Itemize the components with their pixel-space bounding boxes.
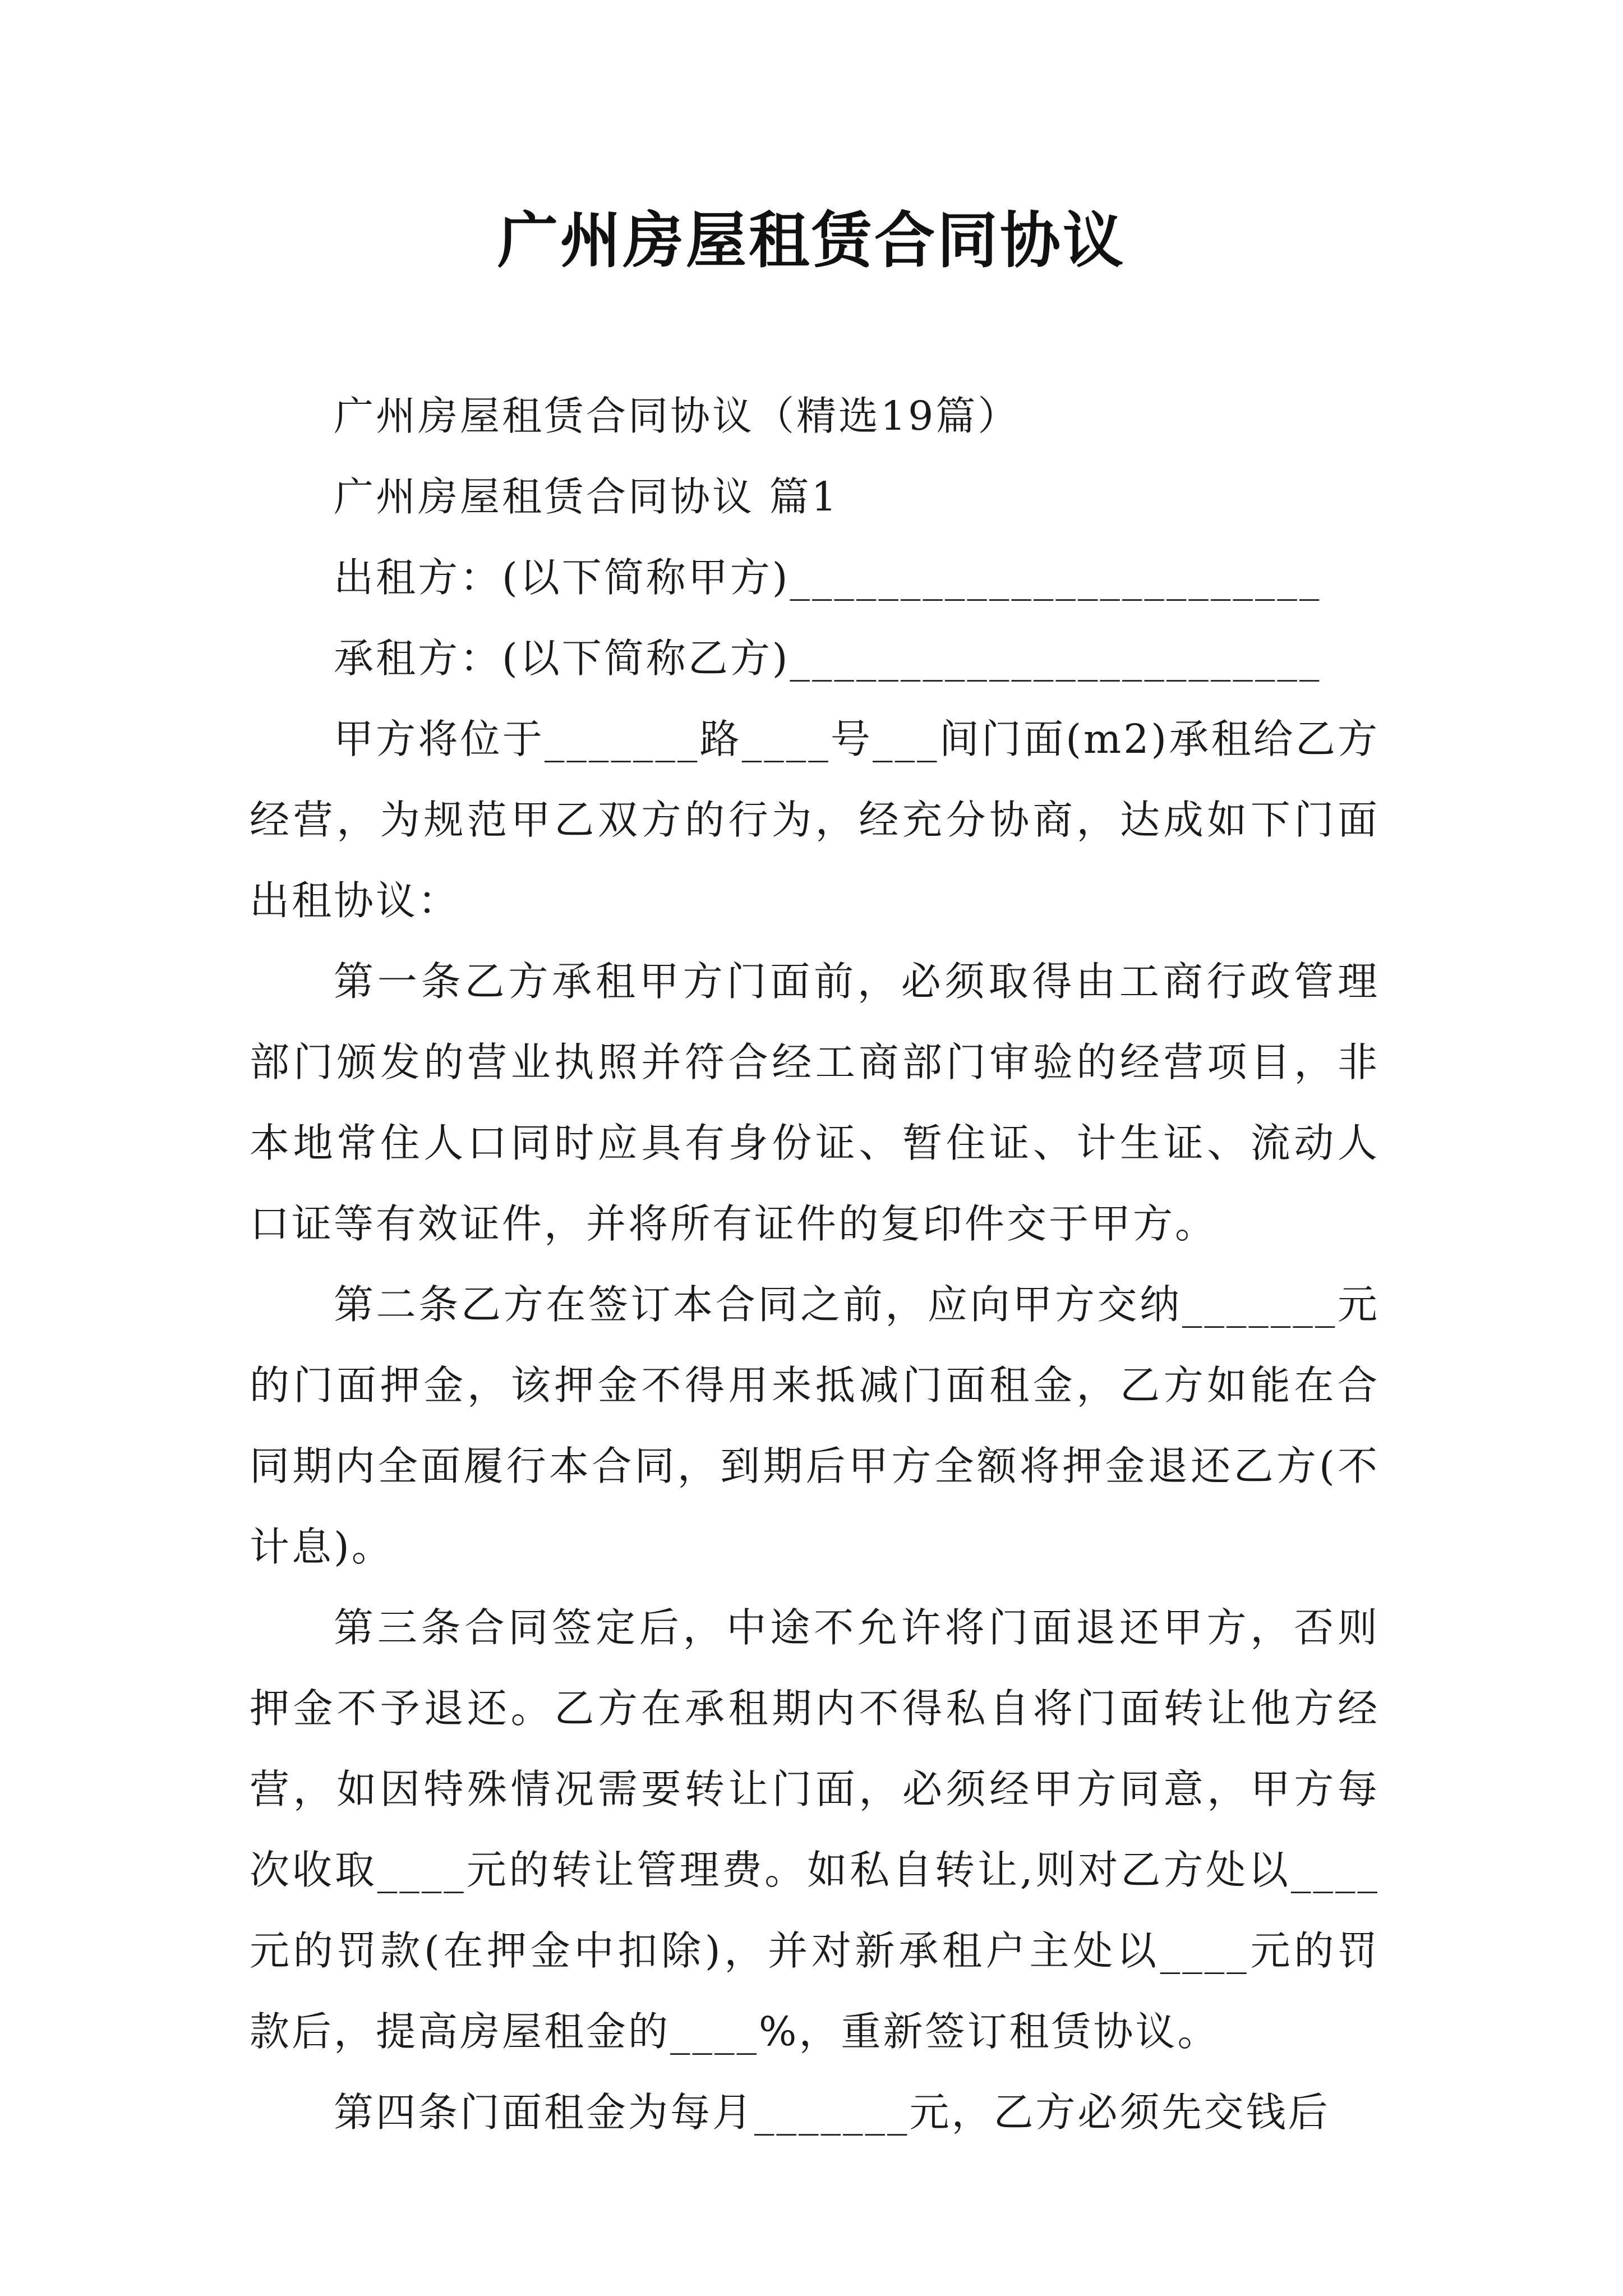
article-2-paragraph: 第二条乙方在签订本合同之前，应向甲方交纳_______元的门面押金，该押金不得用来抵减门面租金，乙方如能在合同期内全面履行本合同，到期后甲方全额将押金退还乙方(不计息)。	[250, 1281, 1380, 1570]
subtitle-line: 广州房屋租赁合同协议（精选19篇）	[334, 393, 1020, 439]
section-heading: 广州房屋租赁合同协议 篇1	[334, 473, 839, 520]
intro-paragraph: 甲方将位于_______路____号___间门面(m2)承租给乙方经营，为规范甲乙双方的行为，经充分协商，达成如下门面出租协议：	[250, 716, 1380, 924]
lessor-line: 出租方：(以下简称甲方)________________________	[334, 554, 1322, 601]
document-title: 广州房屋租赁合同协议	[497, 206, 1126, 276]
article-3-paragraph: 第三条合同签定后，中途不允许将门面退还甲方，否则押金不予退还。乙方在承租期内不得私自将门面转让他方经营，如因特殊情况需要转让门面，必须经甲方同意，甲方每次收取____元的转让管理费。如私自转让,则对乙方处以____元的罚款(在押金中扣除)，并对新承租户主处以____元的罚款后，提高房屋租金的____%，重新签订租赁协议。	[250, 1604, 1380, 2055]
article-1-paragraph: 第一条乙方承租甲方门面前，必须取得由工商行政管理部门颁发的营业执照并符合经工商部门审验的经营项目，非本地常住人口同时应具有身份证、暂住证、计生证、流动人口证等有效证件，并将所有证件的复印件交于甲方。	[250, 958, 1380, 1247]
lessee-line: 承租方：(以下简称乙方)________________________	[334, 635, 1322, 682]
document-body	[250, 376, 1380, 2153]
article-4-paragraph: 第四条门面租金为每月_______元，乙方必须先交钱后	[334, 2089, 1330, 2136]
